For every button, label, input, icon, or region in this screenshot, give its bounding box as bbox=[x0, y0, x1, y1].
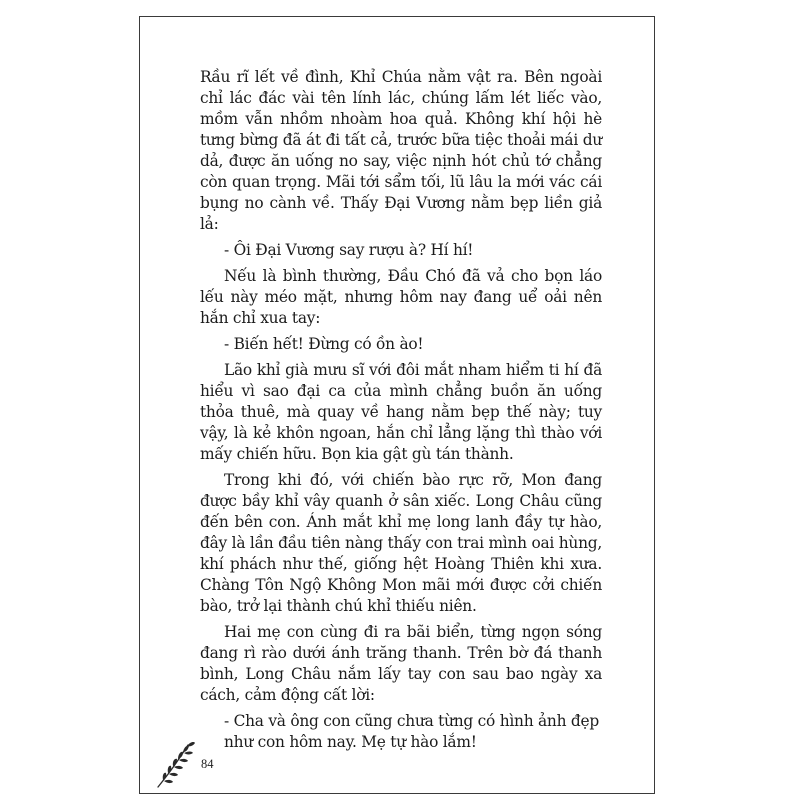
page-footer bbox=[154, 739, 354, 789]
paragraph-5: Hai mẹ con cùng đi ra bãi biển, từng ngọn sóng đang rì rào dưới ánh trăng thanh. Trên bờ đá thanh bình, Long Châu nắm lấy tay con sau bao ngày xa cách, cảm động cất lời: bbox=[200, 623, 602, 704]
dialogue-2: - Biến hết! Đừng có ồn ào! bbox=[224, 335, 424, 353]
dialogue-1: - Ôi Đại Vương say rượu à? Hí hí! bbox=[224, 241, 474, 259]
leaf-sprig-icon bbox=[154, 739, 198, 789]
paragraph-1: Rầu rĩ lết về đình, Khỉ Chúa nằm vật ra. Bên ngoài chỉ lác đác vài tên lính lác, chúng lấm lét liếc vào, mồm vẫn nhồm nhoàm hoa quả. Không khí hội hè tưng bừng đã át đi tất cả, trước bữa tiệc thoải mái dư dả, được ăn uống no say, việc nịnh hót chủ tớ chẳng còn quan trọng. Mãi tới sẩm tối, lũ lâu la mới vác cái bụng no cành về. Thấy Đại Vương nằm bẹp liền giả lả: bbox=[200, 68, 602, 233]
book-page bbox=[139, 16, 655, 794]
page-number: 84 bbox=[201, 757, 214, 771]
body-text bbox=[200, 67, 602, 758]
dialogue-3: - Cha và ông con cũng chưa từng có hình ảnh đẹp như con hôm nay. Mẹ tự hào lắm! bbox=[224, 712, 599, 751]
paragraph-3: Lão khỉ già mưu sĩ với đôi mắt nham hiểm ti hí đã hiểu vì sao đại ca của mình chẳng buồn ăn uống thỏa thuê, mà quay về hang nằm bẹp thế này; tuy vậy, là kẻ khôn ngoan, hắn chỉ lẳng lặng thì thào với mấy chiến hữu. Bọn kia gật gù tán thành. bbox=[200, 361, 602, 463]
paragraph-4: Trong khi đó, với chiến bào rực rỡ, Mon đang được bầy khỉ vây quanh ở sân xiếc. Long Châu cũng đến bên con. Ánh mắt khỉ mẹ long lanh đầy tự hào, đây là lần đầu tiên nàng thấy con trai mình oai hùng, khí phách như thế, giống hệt Hoàng Thiên khi xưa. Chàng Tôn Ngộ Không Mon mãi mới được cởi chiến bào, trở lại thành chú khỉ thiếu niên. bbox=[200, 471, 602, 615]
paragraph-2: Nếu là bình thường, Đầu Chó đã vả cho bọn láo lếu này méo mặt, nhưng hôm nay đang uể oải nên hắn chỉ xua tay: bbox=[200, 267, 602, 327]
